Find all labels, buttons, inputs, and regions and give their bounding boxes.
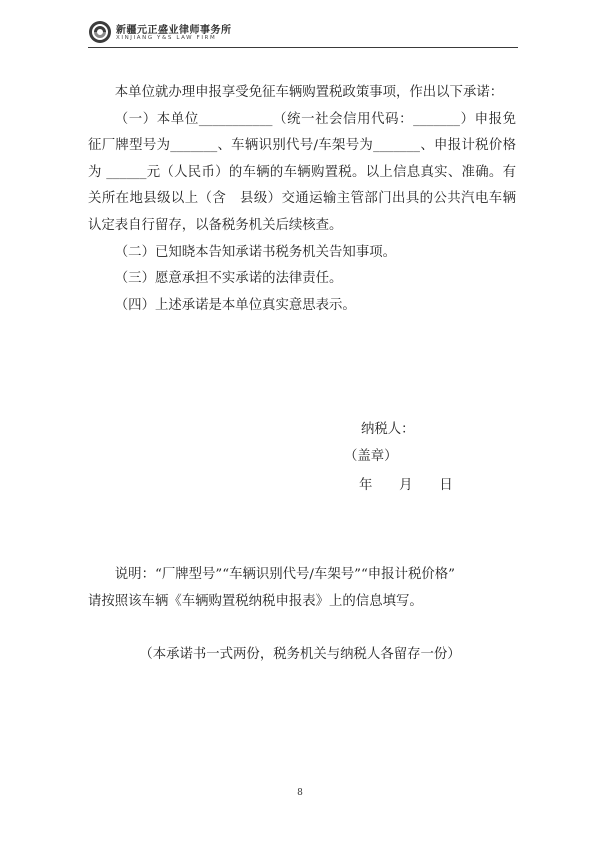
page-header bbox=[88, 18, 518, 48]
yuanzheng-logo-icon bbox=[88, 20, 112, 44]
copies-note: （本承诺书一式两份，税务机关与纳税人各留存一份） bbox=[139, 647, 461, 662]
instruction-note bbox=[88, 562, 516, 615]
seal-label: （盖章） bbox=[344, 449, 398, 464]
taxpayer-label: 纳税人： bbox=[361, 422, 415, 437]
commitment-item-1: （一）本单位___________（统一社会信用代码：_______）申报免征厂牌型号为_______、车辆识别代号/车架号为_______、申报计税价格为 ______元（人民币）的车辆的车辆购置税。以上信息真实、准确。有关所在地县级以上（含 县级）交通运输主管部门出具的公共汽电车辆认定表自行留存，以备税务机关后续核查。 bbox=[88, 111, 516, 233]
commitment-item-3: （三）愿意承担不实承诺的法律责任。 bbox=[114, 271, 343, 287]
commitment-body bbox=[88, 80, 516, 319]
page-number: 8 bbox=[297, 788, 303, 798]
firm-name-en: XINJIANG Y&S LAW FIRM bbox=[116, 35, 217, 41]
date-label: 年 月 日 bbox=[359, 478, 453, 493]
commitment-item-2: （二）已知晓本告知承诺书税务机关告知事项。 bbox=[114, 244, 396, 260]
note-line-2: 请按照该车辆《车辆购置税纳税申报表》上的信息填写。 bbox=[88, 593, 423, 609]
commitment-item-4: （四）上述承诺是本单位真实意思表示。 bbox=[114, 297, 356, 313]
firm-name-cn: 新疆元正盛业律师事务所 bbox=[116, 25, 232, 36]
note-line-1: 说明：“厂牌型号”“车辆识别代号/车架号”“申报计税价格” bbox=[114, 567, 455, 582]
header-divider bbox=[88, 47, 518, 48]
commitment-intro: 本单位就办理申报享受免征车辆购置税政策事项，作出以下承诺： bbox=[114, 85, 504, 100]
